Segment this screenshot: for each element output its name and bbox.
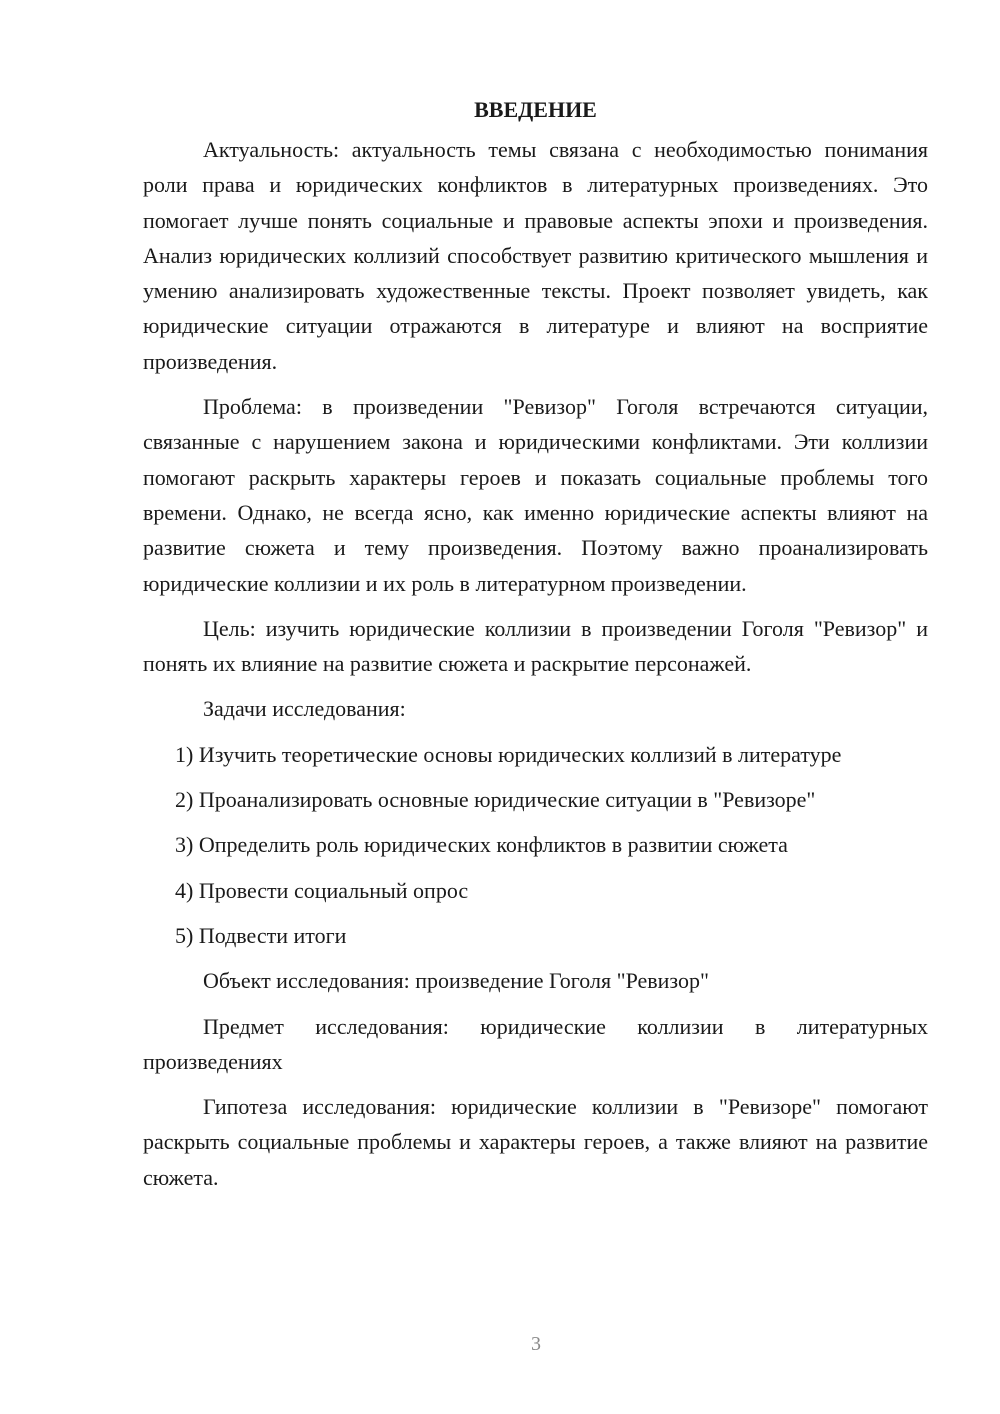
document-page	[143, 92, 928, 1205]
relevance-paragraph: Актуальность: актуальность темы связана с необходимостью понимания роли права и юридических конфликтов в литературных произведениях. Это помогает лучше понять социальные и правовые аспекты эпохи и произведения. Анализ юридических коллизий способствует развитию критического мышления и умению анализировать художественные тексты. Проект позволяет увидеть, как юридические ситуации отражаются в литературе и влияют на восприятие произведения.	[143, 137, 928, 374]
problem-paragraph: Проблема: в произведении "Ревизор" Гоголя встречаются ситуации, связанные с нарушением закона и юридическими конфликтами. Эти коллизии помогают раскрыть характеры героев и показать социальные проблемы того времени. Однако, не всегда ясно, как именно юридические аспекты влияют на развитие сюжета и тему произведения. Поэтому важно проанализировать юридические коллизии и их роль в литературном произведении.	[143, 394, 928, 596]
task-item: 2) Проанализировать основные юридические ситуации в "Ревизоре"	[175, 787, 816, 813]
hypothesis-paragraph: Гипотеза исследования: юридические коллизии в "Ревизоре" помогают раскрыть социальные проблемы и характеры героев, а также влияют на развитие сюжета.	[143, 1094, 928, 1190]
tasks-heading: Задачи исследования:	[203, 696, 406, 722]
goal-paragraph: Цель: изучить юридические коллизии в произведении Гоголя "Ревизор" и понять их влияние на развитие сюжета и раскрытие персонажей.	[143, 615, 928, 677]
page-number: 3	[531, 1333, 541, 1355]
task-item: 1) Изучить теоретические основы юридических коллизий в литературе	[175, 741, 842, 767]
tasks-list	[143, 737, 928, 953]
task-item: 5) Подвести итоги	[175, 922, 347, 948]
task-item: 4) Провести социальный опрос	[175, 877, 469, 903]
object-paragraph: Объект исследования: произведение Гоголя "Ревизор"	[203, 968, 709, 994]
subject-paragraph: Предмет исследования: юридические коллизии в литературных произведениях	[143, 1013, 928, 1074]
section-title: ВВЕДЕНИЕ	[474, 97, 597, 122]
task-item: 3) Определить роль юридических конфликтов в развитии сюжета	[175, 832, 788, 858]
